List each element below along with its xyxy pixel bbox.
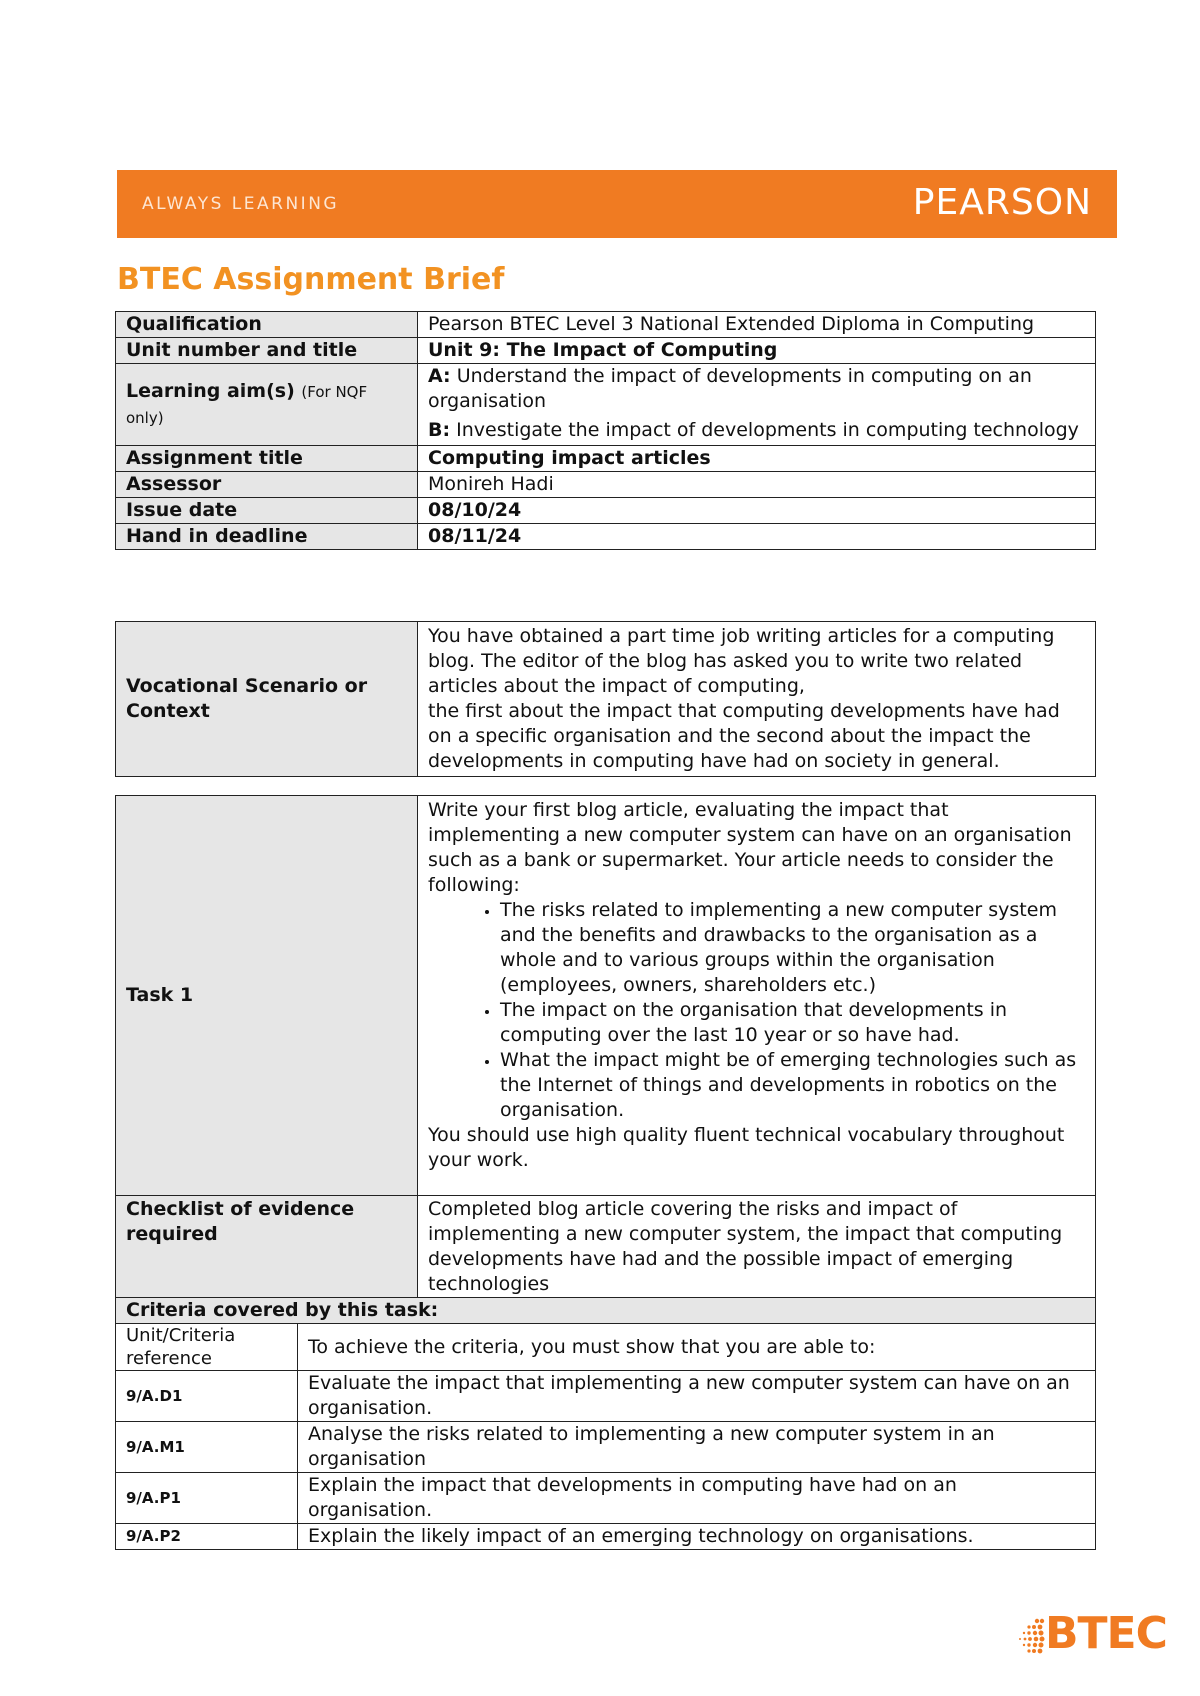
criteria-header: Criteria covered by this task:: [116, 1298, 1096, 1324]
unit-row: [116, 338, 1096, 364]
criteria-ref: 9/A.D1: [116, 1371, 298, 1422]
scenario-label: Vocational Scenario or Context: [116, 622, 418, 777]
task-intro: Write your first blog article, evaluating the impact that implementing a new computer system can have on an organisation such as a bank or supermarket. Your article needs to consider the following:: [428, 799, 1072, 896]
pearson-banner: [117, 170, 1117, 238]
deadline-label: Hand in deadline: [116, 524, 418, 550]
criteria-row: [116, 1524, 1096, 1550]
pearson-logo: PEARSON: [912, 182, 1092, 223]
assessor-row: [116, 472, 1096, 498]
deadline-row: [116, 524, 1096, 550]
task-label: Task 1: [116, 796, 418, 1196]
assignment-info-table: [115, 311, 1096, 550]
criteria-row: [116, 1371, 1096, 1422]
criteria-header-row: [116, 1298, 1096, 1324]
aim-b-text: Investigate the impact of developments in computing technology: [456, 419, 1079, 441]
scenario-row: [116, 622, 1096, 777]
criteria-row: [116, 1473, 1096, 1524]
qualification-label: Qualification: [116, 312, 418, 338]
scenario-table: [115, 621, 1096, 777]
task-bullet: • The risks related to implementing a new computer system and the benefits and drawbacks to the organisation as a whole and to various groups within the organisation (employees, owners, shareholders etc.): [500, 898, 1085, 998]
issue-date-label: Issue date: [116, 498, 418, 524]
criteria-row: [116, 1422, 1096, 1473]
task-bullet-list: [428, 898, 1085, 1123]
learning-aims-label-cell: [116, 364, 418, 446]
qualification-value: Pearson BTEC Level 3 National Extended Diploma in Computing: [418, 312, 1096, 338]
task-description: [418, 796, 1096, 1196]
checklist-text: Completed blog article covering the risks and impact of implementing a new computer system, the impact that computing developments have had and the possible impact of emerging technologies: [418, 1196, 1096, 1298]
unit-label: Unit number and title: [116, 338, 418, 364]
criteria-ref: 9/A.P1: [116, 1473, 298, 1524]
scenario-text-1: You have obtained a part time job writing articles for a computing blog. The editor of the blog has asked you to write two related articles about the impact of computing,: [428, 625, 1055, 697]
checklist-row: [116, 1196, 1096, 1298]
task-bullet: • What the impact might be of emerging technologies such as the Internet of things and developments in robotics on the organisation.: [500, 1048, 1085, 1123]
assignment-title-value: Computing impact articles: [418, 446, 1096, 472]
learning-aims-label: Learning aim(s): [126, 379, 295, 402]
learning-aims-row: [116, 364, 1096, 446]
aim-a-text: Understand the impact of developments in computing on an organisation: [428, 365, 1032, 412]
task-closing: You should use high quality fluent technical vocabulary throughout your work.: [428, 1124, 1065, 1171]
criteria-ref: 9/A.M1: [116, 1422, 298, 1473]
learning-aims-value: [418, 364, 1096, 446]
assessor-value: Monireh Hadi: [418, 472, 1096, 498]
criteria-column-header-row: [116, 1324, 1096, 1371]
assessor-label: Assessor: [116, 472, 418, 498]
qualification-row: [116, 312, 1096, 338]
aim-b: [428, 418, 1085, 443]
criteria-desc-header: To achieve the criteria, you must show that you are able to:: [298, 1324, 1096, 1371]
criteria-text: Analyse the risks related to implementing a new computer system in an organisation: [298, 1422, 1096, 1473]
issue-date-value: 08/10/24: [418, 498, 1096, 524]
deadline-value: 08/11/24: [418, 524, 1096, 550]
checklist-label: Checklist of evidence required: [116, 1196, 418, 1298]
btec-logo-text: BTEC: [1045, 1608, 1167, 1659]
btec-logo: [1015, 1608, 1167, 1660]
document-title: BTEC Assignment Brief: [117, 262, 505, 297]
banner-tagline: ALWAYS LEARNING: [142, 194, 340, 214]
task-table: [115, 795, 1096, 1550]
assignment-title-row: [116, 446, 1096, 472]
criteria-text: Explain the likely impact of an emerging technology on organisations.: [298, 1524, 1096, 1550]
task-row: [116, 796, 1096, 1196]
aim-a-prefix: A:: [428, 365, 451, 387]
scenario-text-2: the first about the impact that computing developments have had on a specific organisation and the second about the impact the developments in computing have had on society in general.: [428, 700, 1060, 772]
aim-a: [428, 364, 1085, 414]
btec-dots-icon: [1015, 1616, 1045, 1656]
issue-date-row: [116, 498, 1096, 524]
criteria-text: Evaluate the impact that implementing a new computer system can have on an organisation.: [298, 1371, 1096, 1422]
criteria-ref-header: Unit/Criteria reference: [116, 1324, 298, 1371]
assignment-title-label: Assignment title: [116, 446, 418, 472]
criteria-text: Explain the impact that developments in computing have had on an organisation.: [298, 1473, 1096, 1524]
unit-value: Unit 9: The Impact of Computing: [418, 338, 1096, 364]
learning-aims-note: (For NQF only): [126, 382, 368, 427]
task-bullet: • The impact on the organisation that developments in computing over the last 10 year or so have had.: [500, 998, 1085, 1048]
criteria-ref: 9/A.P2: [116, 1524, 298, 1550]
scenario-text: [418, 622, 1096, 777]
aim-b-prefix: B:: [428, 419, 451, 441]
